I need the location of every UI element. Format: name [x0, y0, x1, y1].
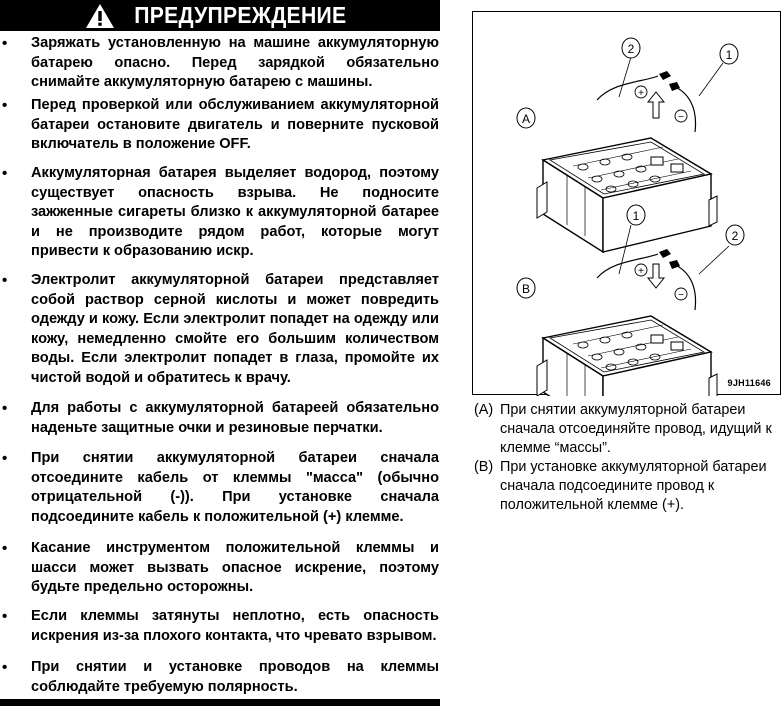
warning-text: При снятии и установке проводов на клеммы соблюдайте требуемую полярность. — [31, 659, 439, 695]
plus-b: + — [638, 266, 644, 277]
label-b: B — [521, 282, 531, 296]
plus-a: + — [638, 88, 644, 99]
figure-code: 9JH11646 — [727, 378, 771, 388]
warning-header — [0, 0, 440, 31]
callout-a-2: 2 — [627, 42, 635, 56]
warning-text: Перед проверкой или обслуживанием аккумуляторной батареи остановите двигатель и поверните пусковой включатель в положение OFF. — [31, 97, 439, 152]
warning-text: Касание инструментом положительной клеммы и шасси может вызвать опасное искрение, поэтому будьте предельно осторожны. — [31, 540, 439, 595]
battery-figure — [472, 11, 781, 395]
figure-a — [537, 138, 717, 252]
callout-b-1: 1 — [632, 209, 640, 223]
caption-text: При установке аккумуляторной батареи сначала подсоедините провод к положительной клемме (+). — [500, 459, 767, 513]
warning-title: ПРЕДУПРЕЖДЕНИЕ — [133, 2, 347, 28]
warning-text: Если клеммы затянуты неплотно, есть опасность искрения из-за плохого контакта, что чревато взрывом. — [31, 608, 439, 644]
warning-text: Электролит аккумуляторной батареи представляет собой раствор серной кислоты и может повредить одежду и кожу. Если электролит попадет на одежду или кожу, немедленно смойте его большим количеством воды. Если электролит попадет в глаза, промойте их чистой водой и обратитесь к врачу. — [31, 272, 439, 386]
caption-label: (A) — [474, 402, 494, 418]
battery-diagram — [473, 12, 782, 396]
figure-b — [537, 316, 717, 396]
warning-triangle-icon — [85, 3, 115, 29]
caption-text: При снятии аккумуляторной батареи сначала отсоединяйте провод, идущий к клемме “массы”. — [500, 402, 772, 456]
warning-text: Заряжать установленную на машине аккумуляторную батарею опасно. Перед зарядкой обязательно снимайте аккумуляторную батарею с машины. — [31, 35, 439, 90]
callout-b-2: 2 — [731, 229, 739, 243]
minus-b: − — [678, 290, 684, 301]
warning-text: При снятии аккумуляторной батареи сначала отсоедините кабель от клеммы "масса" (обычно отрицательной (-)). При установке сначала подсоедините кабель к положительной (+) клемме. — [31, 450, 439, 525]
label-a: A — [521, 112, 531, 126]
warning-text: Для работы с аккумуляторной батареей обязательно наденьте защитные очки и резиновые перчатки. — [31, 400, 439, 436]
callout-a-1: 1 — [725, 48, 733, 62]
warning-text: Аккумуляторная батарея выделяет водород, поэтому существует опасность взрыва. Не подносите зажженные сигареты близко к аккумуляторной батарее и не производите рядом работ, которые могут привести к образованию искр. — [31, 165, 439, 259]
caption-label: (B) — [474, 459, 494, 475]
bottom-divider — [0, 699, 440, 706]
minus-a: − — [678, 112, 684, 123]
warning-section: ПРЕДУПРЕЖДЕНИЕ • Заряжать установленную на машине аккумуляторную батарею опасно. Перед зарядкой обязательно снимайте аккумуляторную батарею с машины. • Перед проверкой или обслуживанием аккумуляторной батареи остановите двигатель и поверните пусковой включатель в положение OFF. • Аккумуляторная батарея выделяет водород, поэтому существует опасность взрыва. Не подносите зажженные сигареты близко к аккумуляторной батарее и не производите рядом работ, которые могут привести к образованию искр. • Электролит аккумуляторной батареи представляет собой раствор серной кислоты и может повредить одежду и кожу. Если электролит попадет на одежду или кожу, немедленно смойте его большим количеством воды. Если электролит попадет в глаза, промойте их чистой водой и обратитесь к врачу. • Для работы с аккумуляторной батареей обязательно наденьте защитные очки и резиновые перчатки. • При снятии аккумуляторной батареи сначала отсоедините кабель от клеммы "масса" (обычно отрицательной (-)). При установке сначала подсоедините кабель к положительной (+) клемме. • Касание инструментом положительной клеммы и шасси может вызвать опасное искрение, поэтому будьте предельно осторожны. • Если клеммы затянуты неплотно, есть опасность искрения из-за плохого контакта, что чревато взрывом. • При снятии и установке проводов на клеммы соблюдайте требуемую полярность. — [0, 0, 440, 706]
figure-a-cables — [597, 57, 723, 132]
